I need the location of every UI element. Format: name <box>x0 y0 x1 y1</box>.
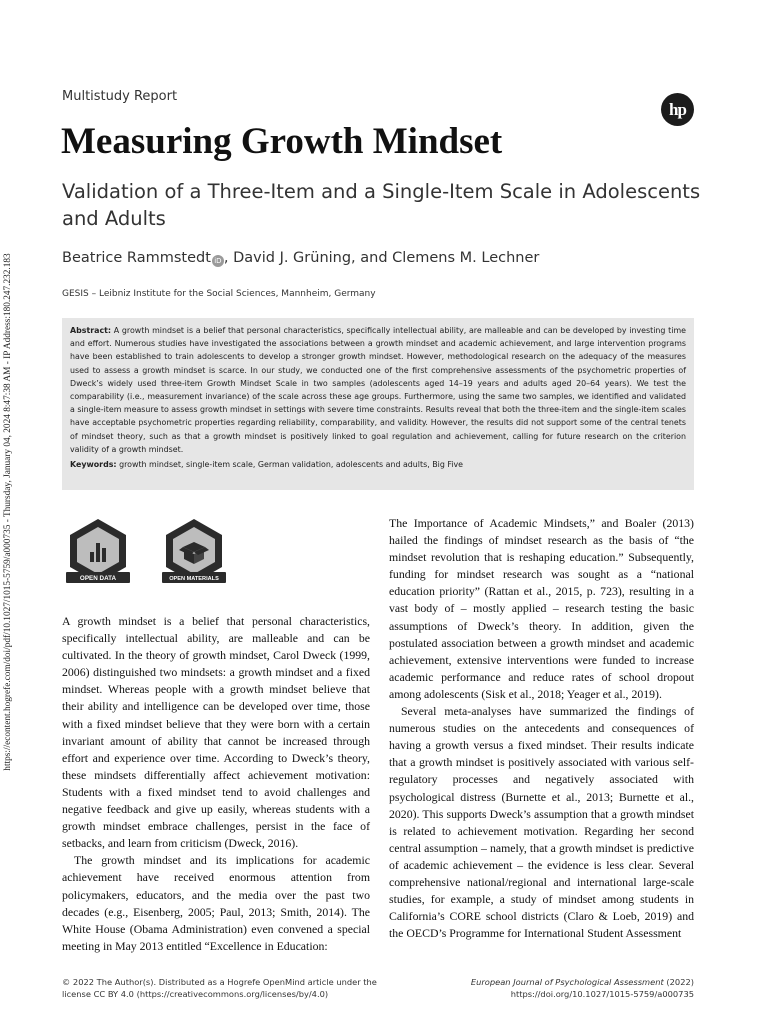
journal-name: European Journal of Psychological Assessment <box>470 977 664 987</box>
journal-citation <box>374 976 694 988</box>
abstract-box <box>62 318 694 490</box>
doi-link[interactable]: https://doi.org/10.1027/1015-5759/a000735 <box>510 989 694 1000</box>
body-paragraph: Several meta-analyses have summarized the findings of numerous studies on the antecedents and consequences of having a growth versus a fixed mindset. Their results indicate that a growth mindset is positively associated with various self-regulatory processes and negatively associated with psychological distress (Burnette et al., 2013; Burnette et al., 2020). This supports Dweck’s assumption that a growth mindset is related to achievement motivation. Regarding her second central assumption – namely, that a growth mindset is predictive of academic achievement – the evidence is less clear. Several comprehensive national/regional and international large-scale studies, for example, a study of mindset among students in California’s CORE school districts (Claro & Loeb, 2019) and the OECD’s Programme for International Student Assessment <box>389 704 694 941</box>
body-paragraph: The growth mindset and its implications for academic achievement have received enormous attention from policymakers, educators, and the media over the past two decades (e.g., Eisenberg, 2005; Paul, 2013; Smith, 2014). The White House (Obama Administration) even convened a special meeting in May 2013 entitled “Excellence in Education: <box>62 853 370 953</box>
journal-footer <box>374 976 694 1001</box>
keywords-label: Keywords: <box>70 460 117 470</box>
orcid-icon[interactable]: iD <box>212 255 224 267</box>
open-materials-badge[interactable] <box>159 516 229 586</box>
download-watermark <box>0 220 16 804</box>
open-materials-badge-graphic <box>159 516 229 586</box>
license-link[interactable]: license CC BY 4.0 (https://creativecommons.org/licenses/by/4.0) <box>62 989 329 1000</box>
open-data-badge[interactable] <box>63 516 133 586</box>
article-title: Measuring Growth Mindset <box>61 121 503 162</box>
body-paragraph: The Importance of Academic Mindsets,” and Boaler (2013) hailed the findings of mindset research as the basis of “the mindset revolution that is reshaping education.” Subsequently, funding for mindset research was sought as a “national education priority” (Rattan et al., 2015, p. 723), resulting in a vast body of – mostly applied – research testing the basic assumptions of Dweck’s theory. In addition, given the postulated association between a growth mindset and academic achievement, extensive interventions were funded to increase academic performance and reduce rates of school dropout among adolescents (Sisk et al., 2018; Yeager et al., 2019). <box>389 516 694 701</box>
body-paragraph: A growth mindset is a belief that personal characteristics, specifically intellectual ability, are malleable and can be cultivated. In the theory of growth mindset, Carol Dweck (1999, 2006) distinguished two mindsets: a growth mindset and a fixed mindset. Whereas people with a growth mindset believe that their ability and intelligence can be developed over time, those with a fixed mindset believe that they were born with a certain invariant amount of ability that cannot be increased through effort and experience over time. According to Dweck’s theory, these mindsets differentially affect achievement motivation: Students with a fixed mindset tend to avoid challenges and negative feedback and give up easily, whereas students with a growth mindset embrace challenges, persist in the face of setbacks, and learn from criticism (Dweck, 2016). <box>62 614 370 851</box>
author-list <box>62 250 539 267</box>
journal-year: (2022) <box>663 977 694 987</box>
abstract-label: Abstract: <box>70 326 112 335</box>
keywords-text: growth mindset, single-item scale, German validation, adolescents and adults, Big Five <box>116 460 464 470</box>
keywords <box>70 460 686 469</box>
co-authors: , David J. Grüning, and Clemens M. Lechner <box>223 250 540 266</box>
report-type-label: Multistudy Report <box>62 89 178 104</box>
download-watermark-text: https://econtent.hogrefe.com/doi/pdf/10.1027/1015-5759/a000735 - Thursday, January 04, 2024 8:47:38 AM - IP Address:180.247.232.183 <box>3 253 13 771</box>
publisher-logo: hp <box>661 93 694 126</box>
body-column-right <box>389 515 694 942</box>
open-materials-label: OPEN MATERIALS <box>169 576 219 582</box>
license-footer <box>62 976 422 1001</box>
open-data-badge-graphic <box>63 516 133 586</box>
author-name: Beatrice Rammstedt <box>62 250 211 266</box>
article-subtitle: Validation of a Three-Item and a Single-Item Scale in Adolescents and Adults <box>62 180 701 230</box>
abstract-text: A growth mindset is a belief that personal characteristics, specifically intellectual ability, are malleable and can be developed by investing time and effort. Numerous studies have investigated the associations between a growth mindset and academic achievement, and large intervention programs have been established to train adolescents to develop a stronger growth mindset. However, methodological research on the adequacy of the measures used to assess a growth mindset is scarce. In our study, we conducted one of the first comprehensive assessments of the psychometric properties of Dweck’s widely used three-item Growth Mindset Scale in two samples (adolescents aged 14–19 years and adults aged 20–64 years). We test the comparability (i.e., measurement invariance) of the scale across these age groups. Furthermore, using the same two samples, we identified and validated a single-item measure to assess growth mindset in settings with severe time constraints. Results reveal that both the three-item and the single-item scales have acceptable psychometric properties regarding reliability, comparability, and validity. However, the results did not support some of the central tenets of mindset theory, such as that a growth mindset is positively linked to goal regulation and achievement, calling for future research on the criterion validity of a growth mindset. <box>70 326 686 454</box>
open-data-label: OPEN DATA <box>79 575 117 582</box>
license-line: © 2022 The Author(s). Distributed as a Hogrefe OpenMind article under the <box>62 977 377 987</box>
affiliation: GESIS – Leibniz Institute for the Social Sciences, Mannheim, Germany <box>62 289 376 299</box>
abstract <box>70 324 686 456</box>
body-column-left <box>62 613 370 955</box>
